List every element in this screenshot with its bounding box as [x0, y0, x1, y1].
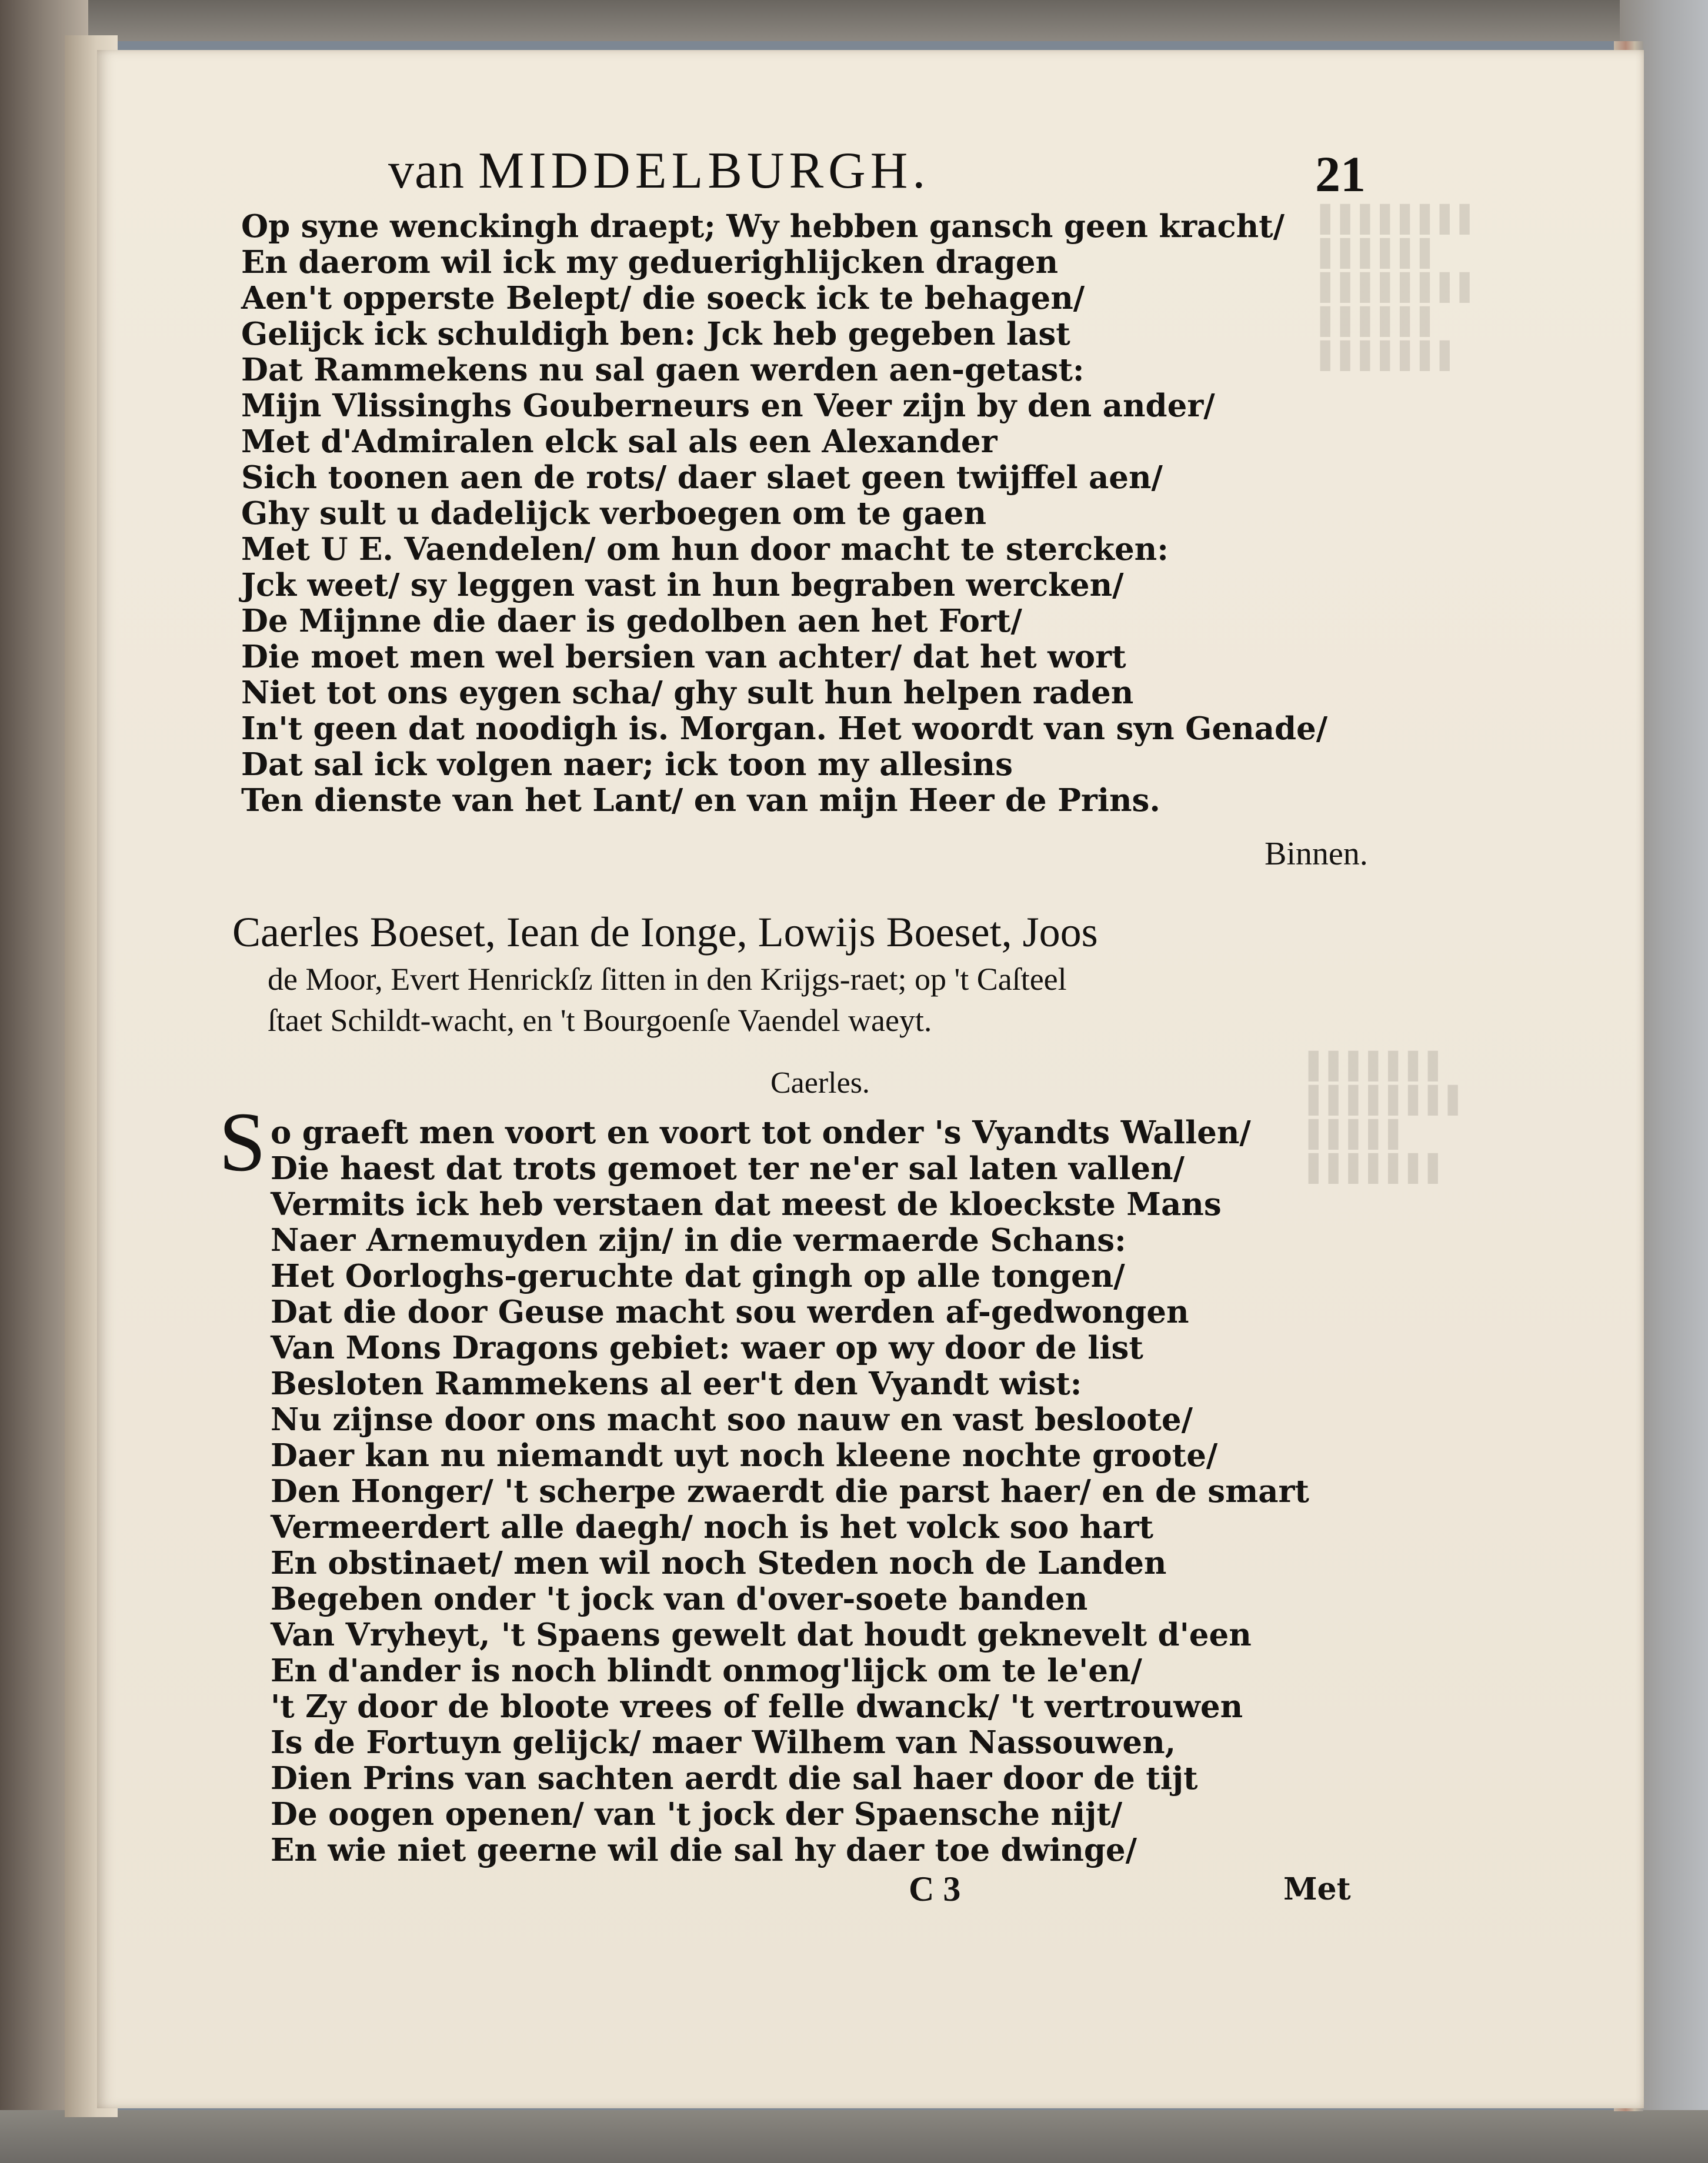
verse-line: Dat Rammekens nu sal gaen werden aen-getast: — [241, 352, 1085, 388]
verse-line: Op syne wenckingh draept; Wy hebben gansch geen kracht/ — [241, 208, 1285, 245]
verse-line: Van Mons Dragons gebiet: waer op wy door de list — [271, 1330, 1143, 1366]
running-head — [388, 141, 930, 201]
verse-line: Dien Prins van sachten aerdt die sal haer door de tijt — [271, 1760, 1198, 1797]
stage-direction — [209, 906, 1356, 1041]
verse-line: Met U E. Vaendelen/ om hun door macht te stercken: — [241, 531, 1169, 568]
verse-line: Sich toonen aen de rots/ daer slaet geen twijffel aen/ — [241, 459, 1163, 496]
verse-line: In't geen dat noodigh is. Morgan. Het woordt van syn Genade/ — [241, 710, 1328, 747]
background-bottom — [0, 2110, 1708, 2163]
verse-line: Vermits ick heb verstaen dat meest de kloeckste Mans — [271, 1186, 1222, 1223]
verse-line: Mijn Vlissinghs Gouberneurs en Veer zijn by den ander/ — [241, 388, 1215, 424]
verse-line: Naer Arnemuyden zijn/ in die vermaerde Schans: — [271, 1222, 1126, 1259]
verse-line: 't Zy door de bloote vrees of felle dwanck/ 't vertrouwen — [271, 1688, 1243, 1725]
verse-line: Jck weet/ sy leggen vast in hun begraben wercken/ — [241, 567, 1124, 603]
verse-line: o graeft men voort en voort tot onder 's Vyandts Wallen/ — [271, 1114, 1251, 1151]
drop-cap: S — [219, 1096, 266, 1189]
verse-line: En d'ander is noch blindt onmog'lijck om te le'en/ — [271, 1653, 1142, 1689]
verse-line: Niet tot ons eygen scha/ ghy sult hun helpen raden — [241, 675, 1134, 711]
show-through-middle: ▌▌▌▌▌▌▌ ▌▌▌▌▌▌▌▌ ▌▌▌▌▌ ▌▌▌▌▌▌▌ — [1309, 1052, 1468, 1184]
verse-line: Het Oorloghs-geruchte dat gingh op alle tongen/ — [271, 1258, 1125, 1294]
signature-mark: C 3 — [909, 1870, 961, 1908]
verse-line: Met d'Admiralen elck sal als een Alexander — [241, 423, 998, 460]
verse-line: Dat sal ick volgen naer; ick toon my allesins — [241, 746, 1013, 783]
verse-line: En obstinaet/ men wil noch Steden noch de Landen — [271, 1545, 1167, 1581]
verse-line: Begeben onder 't jock van d'over-soete banden — [271, 1581, 1088, 1617]
verse-line: Aen't opperste Belept/ die soeck ick te behagen/ — [241, 280, 1085, 316]
verse-line: Die moet men wel bersien van achter/ dat het wort — [241, 639, 1126, 675]
running-head-title: MIDDELBURGH. — [478, 142, 930, 199]
verse-line: Ghy sult u dadelijck verboegen om te gaen — [241, 495, 987, 532]
exit-direction: Binnen. — [1265, 836, 1368, 872]
verse-line: Besloten Rammekens al eer't den Vyandt wist: — [271, 1366, 1082, 1402]
page-number: 21 — [1315, 146, 1366, 202]
catchword: Met — [1283, 1871, 1351, 1907]
verse-line: Daer kan nu niemandt uyt noch kleene nochte groote/ — [271, 1437, 1218, 1474]
stage-direction-line: de Moor, Evert Henrickſz ſitten in den Krijgs-raet; op 't Caſteel — [268, 962, 1067, 997]
verse-line: Die haest dat trots gemoet ter ne'er sal laten vallen/ — [271, 1150, 1185, 1187]
verse-block-top — [241, 209, 1417, 819]
verse-line: De oogen openen/ van 't jock der Spaensche nijt/ — [271, 1796, 1123, 1832]
verse-line: De Mijnne die daer is gedolben aen het Fort/ — [241, 603, 1022, 639]
verse-line: Nu zijnse door ons macht soo nauw en vast besloote/ — [271, 1401, 1193, 1438]
background-top — [0, 0, 1708, 41]
verse-line: Ten dienste van het Lant/ en van mijn Heer de Prins. — [241, 782, 1160, 819]
verse-line: En daerom wil ick my geduerighlijcken dragen — [241, 244, 1059, 281]
verse-line: Gelijck ick schuldigh ben: Jck heb gegeben last — [241, 316, 1070, 352]
verse-line: En wie niet geerne wil die sal hy daer toe dwinge/ — [271, 1832, 1137, 1868]
speaker-name: Caerles. — [770, 1066, 870, 1100]
running-head-prefix: van — [388, 142, 465, 199]
verse-line: Vermeerdert alle daegh/ noch is het volck soo hart — [271, 1509, 1154, 1546]
verse-line: Den Honger/ 't scherpe zwaerdt die parst haer/ en de smart — [271, 1473, 1309, 1510]
show-through-right: ▌▌▌▌▌▌▌▌ ▌▌▌▌▌▌ ▌▌▌▌▌▌▌▌ ▌▌▌▌▌▌ ▌▌▌▌▌▌▌ — [1320, 205, 1480, 371]
verse-block-bottom — [271, 1115, 1447, 1868]
verse-line: Van Vryheyt, 't Spaens gewelt dat houdt geknevelt d'een — [271, 1617, 1252, 1653]
stage-direction-line: ſtaet Schildt-wacht, en 't Bourgoenſe Vaendel waeyt. — [268, 1003, 932, 1038]
verse-line: Dat die door Geuse macht sou werden af-gedwongen — [271, 1294, 1189, 1330]
verse-line: Is de Fortuyn gelijck/ maer Wilhem van Nassouwen, — [271, 1724, 1176, 1761]
stage-direction-line: Caerles Boeset, Iean de Ionge, Lowijs Boeset, Joos — [232, 909, 1098, 956]
